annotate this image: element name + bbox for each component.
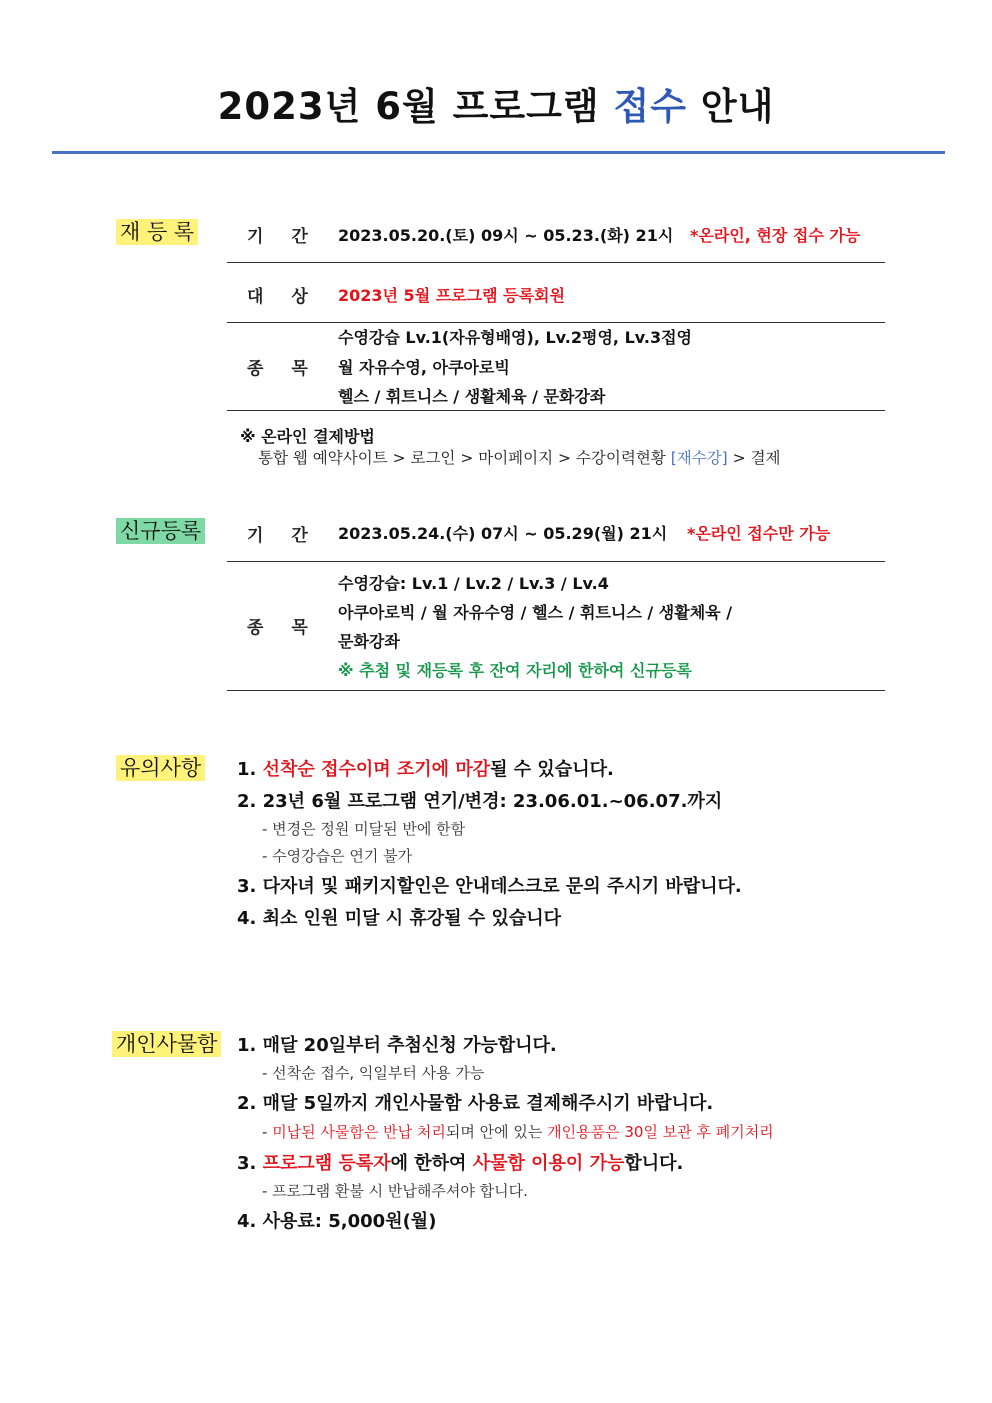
notice-item-2: 2. 23년 6월 프로그램 연기/변경: 23.06.01.~06.07.까지 bbox=[237, 791, 723, 812]
new-row-divider bbox=[227, 690, 885, 691]
locker-item-1-sub: - 선착순 접수, 익일부터 사용 가능 bbox=[262, 1064, 485, 1082]
new-items-line: 수영강습: Lv.1 / Lv.2 / Lv.3 / Lv.4 bbox=[338, 574, 609, 593]
notice-item-1 bbox=[237, 755, 614, 781]
new-items-line: 문화강좌 bbox=[338, 632, 400, 651]
re-period-label: 기 간 bbox=[247, 227, 308, 247]
locker-item-2-sub-red2: 개인용품은 30일 보관 후 폐기처리 bbox=[547, 1123, 774, 1141]
new-row-divider bbox=[227, 561, 885, 562]
re-target-label: 대 상 bbox=[247, 287, 308, 307]
new-period-note: *온라인 접수만 가능 bbox=[687, 524, 831, 543]
new-items-line: 아쿠아로빅 / 월 자유수영 / 헬스 / 휘트니스 / 생활체육 / bbox=[338, 603, 733, 622]
locker-item-2: 2. 매달 5일까지 개인사물함 사용료 결제해주시기 바랍니다. bbox=[237, 1093, 714, 1114]
re-row-divider bbox=[227, 322, 885, 323]
notice-item-1-number: 1. bbox=[237, 759, 263, 780]
title-divider bbox=[52, 151, 945, 154]
locker-item-3 bbox=[237, 1149, 683, 1175]
locker-item-1: 1. 매달 20일부터 추첨신청 가능합니다. bbox=[237, 1035, 557, 1056]
re-items-line: 헬스 / 휘트니스 / 생활체육 / 문화강좌 bbox=[338, 387, 606, 406]
notice-item-3: 3. 다자녀 및 패키지할인은 안내데스크로 문의 주시기 바랍니다. bbox=[237, 876, 742, 897]
locker-item-4: 4. 사용료: 5,000원(월) bbox=[237, 1211, 437, 1232]
new-items-label: 종 목 bbox=[247, 618, 308, 638]
locker-item-3-end: 합니다. bbox=[624, 1153, 684, 1174]
locker-item-3-number: 3. bbox=[237, 1153, 263, 1174]
new-period-label: 기 간 bbox=[247, 526, 308, 546]
re-registration-tag: 재 등 록 bbox=[116, 219, 198, 245]
re-items-line: 월 자유수영, 아쿠아로빅 bbox=[338, 358, 510, 377]
re-items-label: 종 목 bbox=[247, 359, 308, 379]
locker-item-2-sub-dash: - bbox=[262, 1123, 273, 1141]
re-row-divider bbox=[227, 410, 885, 411]
online-path-text: 통합 웹 예약사이트 > 로그인 > 마이페이지 > 수강이력현황 bbox=[258, 449, 671, 467]
re-items-line: 수영강습 Lv.1(자유형배영), Lv.2평영, Lv.3접영 bbox=[338, 328, 693, 347]
re-target-value: 2023년 5월 프로그램 등록회원 bbox=[338, 286, 565, 305]
online-payment-path bbox=[258, 446, 781, 468]
online-payment-title: ※ 온라인 결제방법 bbox=[240, 427, 375, 446]
locker-item-3-red1: 프로그램 등록자 bbox=[262, 1153, 391, 1174]
notice-item-2-sub: - 변경은 정원 미달된 반에 한함 bbox=[262, 820, 466, 838]
locker-item-2-sub-red1: 미납된 사물함은 반납 처리 bbox=[272, 1123, 446, 1141]
title-part1: 2023년 6월 프로그램 bbox=[217, 85, 614, 128]
notice-item-1-highlight: 선착순 접수이며 조기에 마감 bbox=[262, 759, 491, 780]
locker-item-2-sub bbox=[262, 1121, 774, 1142]
re-enroll-link: [재수강] bbox=[670, 449, 728, 467]
re-period-value: 2023.05.20.(토) 09시 ~ 05.23.(화) 21시 bbox=[338, 226, 674, 245]
title-part2: 안내 bbox=[686, 85, 775, 128]
notice-item-2-sub: - 수영강습은 연기 불가 bbox=[262, 847, 413, 865]
notice-tag: 유의사항 bbox=[116, 755, 205, 781]
locker-tag: 개인사물함 bbox=[112, 1031, 221, 1057]
new-period-value: 2023.05.24.(수) 07시 ~ 05.29(월) 21시 bbox=[338, 524, 668, 543]
page-title bbox=[0, 76, 992, 130]
locker-item-3-mid: 에 한하여 bbox=[390, 1153, 473, 1174]
online-path-end: > 결제 bbox=[727, 449, 781, 467]
re-period-note: *온라인, 현장 접수 가능 bbox=[690, 226, 861, 245]
notice-item-1-rest: 될 수 있습니다. bbox=[490, 759, 614, 780]
locker-item-3-sub: - 프로그램 환불 시 반납해주셔야 합니다. bbox=[262, 1182, 528, 1200]
locker-item-3-red2: 사물함 이용이 가능 bbox=[472, 1153, 625, 1174]
title-highlight: 접수 bbox=[613, 85, 687, 128]
re-row-divider bbox=[227, 262, 885, 263]
notice-item-4: 4. 최소 인원 미달 시 휴강될 수 있습니다 bbox=[237, 908, 562, 929]
locker-item-2-sub-mid: 되며 안에 있는 bbox=[445, 1123, 548, 1141]
new-registration-tag: 신규등록 bbox=[116, 518, 205, 544]
new-items-note: ※ 추첨 및 재등록 후 잔여 자리에 한하여 신규등록 bbox=[338, 661, 692, 680]
